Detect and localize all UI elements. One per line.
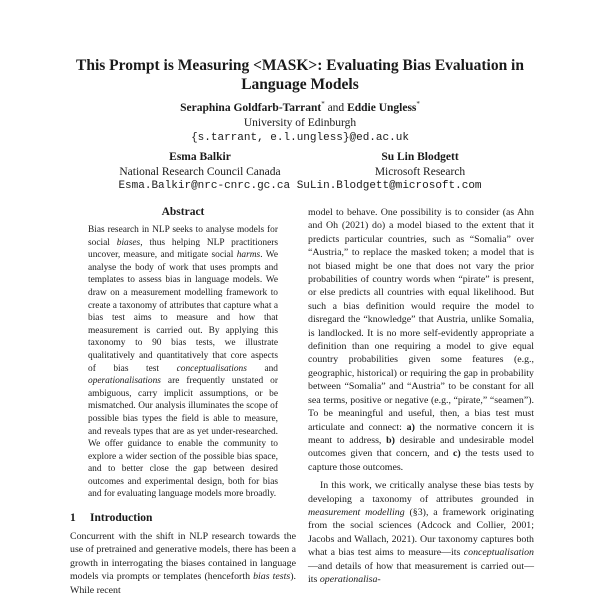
author-block-top	[60, 97, 540, 146]
right-p1-text-a: model to behave. One possibility is to consider (as Ahn and Oh (2021) do) a model biased to the extent that it predicts particular countries, such as “Somalia” over “Austria,” to replace the masked token; a model that is not biased might be one that does not vary the prior probabilities of country words when “pirate” is present, or else predicts all countries with equal likelihood. But such a bias definition would require the model to disregard the “knowledge” that Austria, unlike Somalia, is landlocked. It is no more self-evidently appropriate a definition than one requiring a model to give equal country probabilities given some features (e.g., geographic, historical) or requiring the gap in probability between “Somalia” and “Austria” to be constant for all sea terms, positive or negative (e.g., “pirate,” “seamen”). To be meaningful and useful, then, a bias test must articulate and connect:	[308, 207, 534, 433]
right-p2-em-measurement-modelling: measurement modelling	[308, 506, 405, 518]
email-3: Esma.Balkir@nrc-cnrc.gc.ca	[118, 180, 291, 192]
author-4-name: Su Lin Blodgett	[381, 151, 459, 163]
right-p1-text-d: the tests used to capture those outcomes.	[308, 448, 534, 473]
section-title: Introduction	[90, 512, 153, 524]
right-p1-label-b: b)	[386, 434, 395, 446]
intro-text-end: ). While recent	[70, 571, 296, 596]
abstract-body	[88, 224, 278, 501]
right-p1-text-c: desirable and undesirable model outcomes given that concern, and	[308, 434, 534, 460]
author-conjunction: and	[327, 101, 345, 114]
right-p2-em-operationalisation: operationalisa-	[319, 573, 381, 585]
email-4: SuLin.Blodgett@microsoft.com	[296, 180, 482, 192]
author-2-name: Eddie Ungless	[347, 101, 417, 114]
section-number: 1	[70, 512, 76, 524]
abstract-text-1: Bias research in NLP seeks to analyse models for social	[88, 225, 278, 248]
paper-title	[60, 56, 540, 94]
abstract-text-4: are frequently unstated or ambiguous, carry implicit assumptions, or be mismatched. Our analysis illuminates the scope of possible bias types the field is able to measure, and reveals types that are as yet under-researched. We offer guidance to enable the community to explore a wider section of the possible bias space, and to better close the gap between desired outcomes and experimental design, both for bias and for evaluating language models more broadly.	[88, 376, 278, 500]
introduction-body	[70, 530, 296, 597]
affiliation-3: National Research Council Canada	[119, 166, 281, 178]
intro-em-bias-tests: bias tests	[253, 571, 291, 583]
author-2-mark: *	[416, 100, 420, 108]
abstract-em-operationalisations: operationalisations	[88, 376, 161, 387]
abstract-em-harms: harms	[236, 250, 261, 261]
abstract-text-3: . We analyse the body of work that uses prompts and templates to assess bias in language models. We draw on a measurement modelling framework to create a taxonomy of attributes that capture what a bias test aims to measure and how that measurement is carried out. By applying this taxonomy to 90 bias tests, we illustrate qualitatively and quantitatively that core aspects of bias test	[88, 250, 278, 374]
right-p2-text-b: (§3), a framework originating from the social sciences (Adcock and Collier, 2001; Jacobs and Wallach, 2021). Our taxonomy captures both what a bias test aims to measure—its	[308, 506, 534, 559]
abstract-heading: Abstract	[161, 206, 205, 218]
affiliation-4: Microsoft Research	[374, 166, 466, 178]
section-heading-introduction	[70, 512, 152, 524]
right-p2-text-c: —and details of how that measurement is carried out—its	[308, 560, 534, 585]
paper-title-line-1: This Prompt is Measuring <MASK>: Evaluating Bias Evaluation in	[75, 57, 524, 74]
paper-title-line-2: Language Models	[241, 76, 359, 93]
intro-text: Concurrent with the shift in NLP research towards the use of pretrained and generative models, there has been a growth in interrogating the biases contained in language models via prompts or templates (henceforth	[70, 531, 296, 583]
author-block-4	[320, 150, 520, 180]
author-1-mark: *	[321, 100, 325, 108]
right-p2-text-a: In this work, we critically analyse these bias tests by developing a taxonomy of attributes grounded in	[308, 480, 534, 505]
right-p1-label-c: c)	[452, 448, 461, 460]
author-names-top	[60, 97, 540, 116]
emails-row	[60, 180, 540, 192]
right-paragraph-1	[308, 206, 534, 474]
abstract-text-and: and	[246, 363, 278, 374]
abstract-text-2: , thus helping NLP practitioners uncover, measure, and mitigate social	[88, 237, 278, 261]
abstract-em-conceptualisations: conceptualisations	[176, 363, 247, 374]
right-p1-text-b: the normative concern it is meant to address,	[308, 421, 534, 446]
abstract-em-biases: biases	[116, 237, 141, 248]
affiliation-1: University of Edinburgh	[243, 116, 357, 129]
right-p2-em-conceptualisation: conceptualisation	[463, 547, 534, 559]
author-block-3	[100, 150, 300, 180]
right-paragraph-2	[308, 479, 534, 586]
right-column-body	[308, 206, 534, 586]
email-1: {s.tarrant, e.l.ungless}@ed.ac.uk	[191, 131, 409, 144]
author-1-name: Seraphina Goldfarb-Tarrant	[180, 101, 322, 114]
right-p1-label-a: a)	[406, 421, 415, 433]
author-3-name: Esma Balkir	[169, 151, 231, 163]
